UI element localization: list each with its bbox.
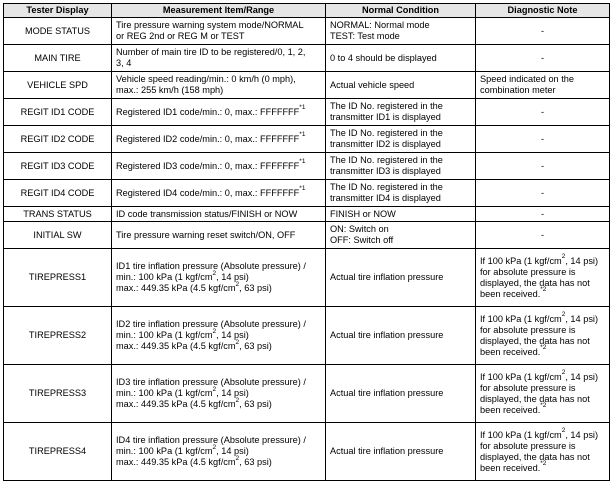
tester-display-cell: INITIAL SW [4, 222, 112, 249]
measurement-cell [112, 249, 326, 307]
superscript: 2 [235, 280, 240, 288]
note-line: If 100 kPa (1 kgf/cm [480, 371, 562, 382]
measurement-line: max.: 449.35 kPa (4.5 kgf/cm [116, 341, 236, 351]
table-row [4, 72, 610, 99]
measurement-line: max.: 449.35 kPa (4.5 kgf/cm [116, 283, 236, 293]
note-line: displayed, the data has not [480, 335, 590, 346]
measurement-text: Registered ID4 code/min.: 0, max.: FFFFFFF [116, 187, 300, 198]
measurement-cell: ID code transmission status/FINISH or NOW [112, 207, 326, 222]
diagnostic-note-cell [476, 249, 610, 307]
normal-condition-cell: 0 to 4 should be displayed [326, 45, 476, 72]
normal-condition-cell: Actual tire inflation pressure [326, 423, 476, 481]
superscript: 2 [561, 427, 566, 435]
note-line: , 14 psi) [565, 313, 599, 324]
measurement-line: , 63 psi) [239, 283, 272, 293]
footnote-ref: *2 [540, 344, 547, 352]
measurement-line: 3, 4 [116, 58, 132, 68]
table-row [4, 45, 610, 72]
normal-condition-cell [326, 222, 476, 249]
tester-display-cell: REGIT ID1 CODE [4, 99, 112, 126]
measurement-line: max.: 449.35 kPa (4.5 kgf/cm [116, 457, 236, 467]
footnote-ref: *1 [299, 131, 306, 139]
measurement-cell [112, 153, 326, 180]
tester-display-cell: TIREPRESS1 [4, 249, 112, 307]
normal-condition-cell: FINISH or NOW [326, 207, 476, 222]
superscript: 2 [235, 338, 240, 346]
tester-display-cell: REGIT ID2 CODE [4, 126, 112, 153]
diagnostic-note-cell: - [476, 153, 610, 180]
tester-display-cell: TIREPRESS2 [4, 307, 112, 365]
table-row [4, 222, 610, 249]
tester-display-cell: REGIT ID3 CODE [4, 153, 112, 180]
tester-display-cell: VEHICLE SPD [4, 72, 112, 99]
measurement-cell [112, 423, 326, 481]
normal-condition-cell [326, 18, 476, 45]
measurement-text: Registered ID1 code/min.: 0, max.: FFFFFFF [116, 106, 300, 117]
note-line: displayed, the data has not [480, 277, 590, 288]
normal-condition-cell: Actual vehicle speed [326, 72, 476, 99]
diagnostic-note-cell [476, 423, 610, 481]
note-line: for absolute pressure is [480, 324, 576, 335]
tester-display-cell: TIREPRESS4 [4, 423, 112, 481]
tester-display-table [3, 3, 610, 481]
note-line: displayed, the data has not [480, 451, 590, 462]
measurement-line: Number of main tire ID to be registered/0, 1, 2, [116, 47, 306, 57]
footnote-ref: *1 [299, 158, 306, 166]
header-normal-condition: Normal Condition [326, 4, 476, 18]
header-row [4, 4, 610, 18]
superscript: 2 [212, 443, 217, 451]
note-line: been received. [480, 346, 541, 357]
measurement-line: or REG 2nd or REG M or TEST [116, 31, 245, 41]
measurement-line: min.: 100 kPa (1 kgf/cm [116, 388, 213, 398]
normal-line: OFF: Switch off [330, 235, 394, 245]
measurement-line: , 14 psi) [216, 272, 249, 282]
normal-line: ON: Switch on [330, 224, 389, 234]
table-row [4, 126, 610, 153]
diagnostic-note-cell: - [476, 18, 610, 45]
measurement-line: , 14 psi) [216, 446, 249, 456]
measurement-line: min.: 100 kPa (1 kgf/cm [116, 446, 213, 456]
normal-line: The ID No. registered in the [330, 182, 443, 192]
measurement-cell [112, 180, 326, 207]
measurement-line: , 63 psi) [239, 399, 272, 409]
normal-line: The ID No. registered in the [330, 101, 443, 111]
normal-line: transmitter ID2 is displayed [330, 139, 441, 149]
normal-condition-cell [326, 126, 476, 153]
normal-condition-cell [326, 180, 476, 207]
measurement-cell [112, 365, 326, 423]
measurement-cell [112, 18, 326, 45]
tester-display-cell: TIREPRESS3 [4, 365, 112, 423]
tester-display-cell: TRANS STATUS [4, 207, 112, 222]
normal-line: The ID No. registered in the [330, 128, 443, 138]
measurement-line: , 14 psi) [216, 330, 249, 340]
measurement-cell [112, 126, 326, 153]
note-line: , 14 psi) [565, 255, 599, 266]
table-row [4, 423, 610, 481]
normal-line: The ID No. registered in the [330, 155, 443, 165]
note-line: been received. [480, 288, 541, 299]
note-line: been received. [480, 404, 541, 415]
footnote-ref: *2 [540, 286, 547, 294]
measurement-line: ID3 tire inflation pressure (Absolute pressure) / [116, 377, 306, 387]
measurement-text: Registered ID2 code/min.: 0, max.: FFFFFFF [116, 133, 300, 144]
measurement-text: Registered ID3 code/min.: 0, max.: FFFFFFF [116, 160, 300, 171]
normal-line: transmitter ID1 is displayed [330, 112, 441, 122]
tester-display-cell: REGIT ID4 CODE [4, 180, 112, 207]
footnote-ref: *2 [540, 460, 547, 468]
table-row [4, 249, 610, 307]
header-diagnostic-note: Diagnostic Note [476, 4, 610, 18]
note-line: If 100 kPa (1 kgf/cm [480, 255, 562, 266]
normal-line: NORMAL: Normal mode [330, 20, 430, 30]
superscript: 2 [561, 369, 566, 377]
normal-condition-cell: Actual tire inflation pressure [326, 249, 476, 307]
footnote-ref: *1 [299, 104, 306, 112]
measurement-line: ID1 tire inflation pressure (Absolute pressure) / [116, 261, 306, 271]
diagnostic-note-cell: - [476, 222, 610, 249]
normal-condition-cell: Actual tire inflation pressure [326, 307, 476, 365]
measurement-line: , 63 psi) [239, 341, 272, 351]
table-row [4, 153, 610, 180]
table-row [4, 207, 610, 222]
note-line: , 14 psi) [565, 429, 599, 440]
diagnostic-note-cell [476, 365, 610, 423]
measurement-line: min.: 100 kPa (1 kgf/cm [116, 272, 213, 282]
footnote-ref: *1 [299, 185, 306, 193]
note-line: , 14 psi) [565, 371, 599, 382]
measurement-line: ID4 tire inflation pressure (Absolute pressure) / [116, 435, 306, 445]
superscript: 2 [561, 311, 566, 319]
header-tester-display: Tester Display [4, 4, 112, 18]
note-line: Speed indicated on the [480, 74, 574, 84]
note-line: displayed, the data has not [480, 393, 590, 404]
diagnostic-note-cell: - [476, 180, 610, 207]
measurement-cell [112, 45, 326, 72]
measurement-cell [112, 307, 326, 365]
normal-condition-cell [326, 99, 476, 126]
normal-line: transmitter ID4 is displayed [330, 193, 441, 203]
diagnostic-note-cell: - [476, 45, 610, 72]
superscript: 2 [212, 385, 217, 393]
table-row [4, 180, 610, 207]
superscript: 2 [235, 396, 240, 404]
table-row [4, 99, 610, 126]
diagnostic-note-cell: - [476, 207, 610, 222]
normal-line: TEST: Test mode [330, 31, 400, 41]
table-row [4, 307, 610, 365]
note-line: for absolute pressure is [480, 266, 576, 277]
measurement-line: ID2 tire inflation pressure (Absolute pressure) / [116, 319, 306, 329]
measurement-line: Vehicle speed reading/min.: 0 km/h (0 mph), [116, 74, 296, 84]
footnote-ref: *2 [540, 402, 547, 410]
tester-display-cell: MODE STATUS [4, 18, 112, 45]
diagnostic-note-cell [476, 307, 610, 365]
measurement-line: , 14 psi) [216, 388, 249, 398]
superscript: 2 [212, 327, 217, 335]
note-line: If 100 kPa (1 kgf/cm [480, 429, 562, 440]
normal-condition-cell: Actual tire inflation pressure [326, 365, 476, 423]
superscript: 2 [235, 454, 240, 462]
measurement-line: , 63 psi) [239, 457, 272, 467]
normal-line: transmitter ID3 is displayed [330, 166, 441, 176]
superscript: 2 [212, 269, 217, 277]
note-line: for absolute pressure is [480, 440, 576, 451]
measurement-cell [112, 72, 326, 99]
measurement-line: max.: 255 km/h (158 mph) [116, 85, 224, 95]
measurement-line: Tire pressure warning system mode/NORMAL [116, 20, 304, 30]
diagnostic-note-cell: - [476, 126, 610, 153]
note-line: If 100 kPa (1 kgf/cm [480, 313, 562, 324]
table-row [4, 18, 610, 45]
measurement-cell: Tire pressure warning reset switch/ON, OFF [112, 222, 326, 249]
note-line: been received. [480, 462, 541, 473]
measurement-line: max.: 449.35 kPa (4.5 kgf/cm [116, 399, 236, 409]
tester-display-cell: MAIN TIRE [4, 45, 112, 72]
measurement-line: min.: 100 kPa (1 kgf/cm [116, 330, 213, 340]
header-measurement: Measurement Item/Range [112, 4, 326, 18]
diagnostic-note-cell: - [476, 99, 610, 126]
diagnostic-note-cell [476, 72, 610, 99]
measurement-cell [112, 99, 326, 126]
note-line: combination meter [480, 85, 556, 95]
normal-condition-cell [326, 153, 476, 180]
superscript: 2 [561, 253, 566, 261]
note-line: for absolute pressure is [480, 382, 576, 393]
table-row [4, 365, 610, 423]
